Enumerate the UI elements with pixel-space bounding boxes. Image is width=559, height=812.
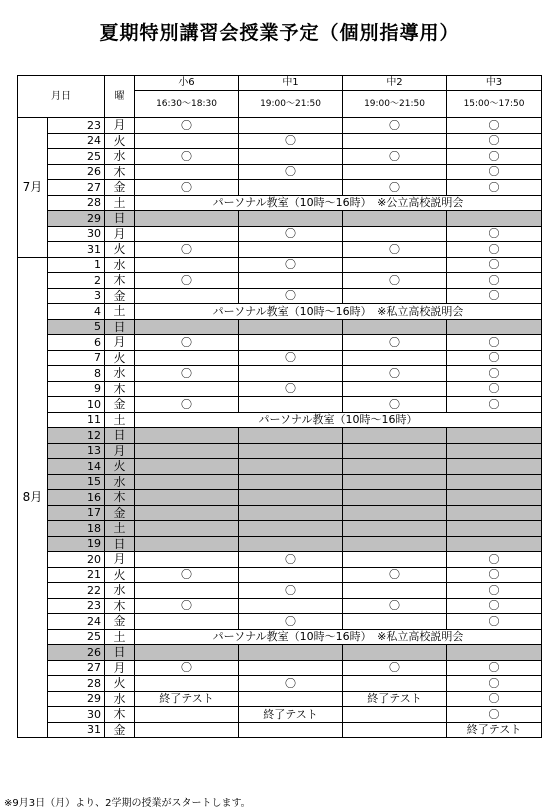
holiday-cell xyxy=(447,459,542,475)
table-row xyxy=(18,149,542,165)
holiday-cell xyxy=(135,459,239,475)
empty-cell xyxy=(239,149,343,165)
class-mark: 〇 xyxy=(239,257,343,273)
day-number: 8 xyxy=(48,366,105,382)
weekday: 木 xyxy=(105,273,135,289)
holiday-cell xyxy=(135,645,239,661)
weekday: 月 xyxy=(105,226,135,242)
holiday-cell xyxy=(343,211,447,227)
empty-cell xyxy=(239,598,343,614)
holiday-cell xyxy=(239,521,343,537)
holiday-cell xyxy=(447,474,542,490)
day-note: パーソナル教室（10時～16時） ※私立高校説明会 xyxy=(135,629,542,645)
table-row xyxy=(18,722,542,738)
empty-cell xyxy=(239,660,343,676)
holiday-cell xyxy=(239,474,343,490)
day-number: 21 xyxy=(48,567,105,583)
empty-cell xyxy=(135,381,239,397)
holiday-cell xyxy=(239,459,343,475)
table-row xyxy=(18,567,542,583)
class-mark: 〇 xyxy=(135,118,239,134)
class-mark: 〇 xyxy=(447,381,542,397)
weekday: 月 xyxy=(105,443,135,459)
class-mark: 〇 xyxy=(343,660,447,676)
holiday-cell xyxy=(343,505,447,521)
class-mark: 〇 xyxy=(447,676,542,692)
day-number: 2 xyxy=(48,273,105,289)
class-mark: 〇 xyxy=(447,707,542,723)
holiday-cell xyxy=(343,490,447,506)
holiday-cell xyxy=(343,428,447,444)
weekday: 金 xyxy=(105,180,135,196)
empty-cell xyxy=(239,273,343,289)
table-row xyxy=(18,288,542,304)
holiday-cell xyxy=(239,428,343,444)
weekday: 火 xyxy=(105,567,135,583)
footnote: ※9月3日（月）より、2学期の授業がスタートします。 xyxy=(4,798,251,809)
table-row xyxy=(18,257,542,273)
class-mark: 〇 xyxy=(447,118,542,134)
day-number: 19 xyxy=(48,536,105,552)
holiday-cell xyxy=(447,536,542,552)
empty-cell xyxy=(343,614,447,630)
empty-cell xyxy=(135,350,239,366)
test-mark: 終了テスト xyxy=(343,691,447,707)
class-mark: 〇 xyxy=(343,598,447,614)
holiday-cell xyxy=(343,536,447,552)
empty-cell xyxy=(135,257,239,273)
class-mark: 〇 xyxy=(343,242,447,258)
holiday-cell xyxy=(447,490,542,506)
test-mark: 終了テスト xyxy=(239,707,343,723)
class-mark: 〇 xyxy=(135,335,239,351)
holiday-cell xyxy=(447,645,542,661)
weekday: 金 xyxy=(105,288,135,304)
weekday: 木 xyxy=(105,707,135,723)
date-header: 月日 xyxy=(18,76,105,118)
weekday: 水 xyxy=(105,691,135,707)
empty-cell xyxy=(343,676,447,692)
day-number: 31 xyxy=(48,722,105,738)
empty-cell xyxy=(239,691,343,707)
day-number: 27 xyxy=(48,660,105,676)
day-note: パーソナル教室（10時～16時） ※私立高校説明会 xyxy=(135,304,542,320)
empty-cell xyxy=(343,350,447,366)
holiday-cell xyxy=(343,319,447,335)
empty-cell xyxy=(343,583,447,599)
holiday-cell xyxy=(135,490,239,506)
empty-cell xyxy=(239,335,343,351)
empty-cell xyxy=(343,707,447,723)
table-row xyxy=(18,521,542,537)
day-number: 30 xyxy=(48,707,105,723)
table-row xyxy=(18,412,542,428)
holiday-cell xyxy=(343,521,447,537)
empty-cell xyxy=(135,164,239,180)
table-row xyxy=(18,381,542,397)
class-mark: 〇 xyxy=(447,583,542,599)
table-row xyxy=(18,598,542,614)
day-number: 25 xyxy=(48,629,105,645)
grade-header: 小6 xyxy=(135,76,239,91)
class-mark: 〇 xyxy=(135,149,239,165)
class-mark: 〇 xyxy=(135,660,239,676)
weekday: 月 xyxy=(105,552,135,568)
empty-cell xyxy=(343,381,447,397)
class-mark: 〇 xyxy=(343,180,447,196)
empty-cell xyxy=(135,288,239,304)
empty-cell xyxy=(239,180,343,196)
weekday: 日 xyxy=(105,536,135,552)
weekday: 火 xyxy=(105,242,135,258)
weekday: 金 xyxy=(105,614,135,630)
class-mark: 〇 xyxy=(447,335,542,351)
empty-cell xyxy=(135,614,239,630)
class-mark: 〇 xyxy=(447,257,542,273)
table-row xyxy=(18,428,542,444)
holiday-cell xyxy=(447,319,542,335)
empty-cell xyxy=(135,133,239,149)
weekday: 日 xyxy=(105,211,135,227)
table-row xyxy=(18,490,542,506)
weekday: 火 xyxy=(105,676,135,692)
empty-cell xyxy=(135,226,239,242)
weekday: 土 xyxy=(105,629,135,645)
class-mark: 〇 xyxy=(447,164,542,180)
empty-cell xyxy=(135,707,239,723)
empty-cell xyxy=(343,226,447,242)
table-row xyxy=(18,273,542,289)
day-number: 3 xyxy=(48,288,105,304)
empty-cell xyxy=(135,583,239,599)
empty-cell xyxy=(343,288,447,304)
empty-cell xyxy=(343,257,447,273)
table-row xyxy=(18,676,542,692)
day-number: 20 xyxy=(48,552,105,568)
day-number: 17 xyxy=(48,505,105,521)
day-number: 5 xyxy=(48,319,105,335)
holiday-cell xyxy=(239,490,343,506)
day-number: 26 xyxy=(48,164,105,180)
empty-cell xyxy=(343,552,447,568)
holiday-cell xyxy=(447,443,542,459)
day-number: 31 xyxy=(48,242,105,258)
day-number: 24 xyxy=(48,614,105,630)
weekday: 木 xyxy=(105,164,135,180)
weekday: 金 xyxy=(105,722,135,738)
grade-header: 中2 xyxy=(343,76,447,91)
weekday: 木 xyxy=(105,381,135,397)
test-mark: 終了テスト xyxy=(447,722,542,738)
class-mark: 〇 xyxy=(447,226,542,242)
table-row xyxy=(18,133,542,149)
table-row xyxy=(18,164,542,180)
holiday-cell xyxy=(447,211,542,227)
table-row xyxy=(18,304,542,320)
weekday: 火 xyxy=(105,350,135,366)
day-number: 15 xyxy=(48,474,105,490)
weekday: 月 xyxy=(105,118,135,134)
weekday: 金 xyxy=(105,505,135,521)
class-mark: 〇 xyxy=(135,567,239,583)
class-mark: 〇 xyxy=(239,226,343,242)
class-mark: 〇 xyxy=(447,691,542,707)
holiday-cell xyxy=(343,645,447,661)
empty-cell xyxy=(239,397,343,413)
table-row xyxy=(18,195,542,211)
holiday-cell xyxy=(239,319,343,335)
class-mark: 〇 xyxy=(447,180,542,196)
empty-cell xyxy=(135,676,239,692)
time-header: 19:00～21:50 xyxy=(239,91,343,118)
table-row xyxy=(18,366,542,382)
test-mark: 終了テスト xyxy=(135,691,239,707)
weekday: 火 xyxy=(105,133,135,149)
empty-cell xyxy=(135,552,239,568)
weekday: 金 xyxy=(105,397,135,413)
class-mark: 〇 xyxy=(343,118,447,134)
table-row xyxy=(18,691,542,707)
class-mark: 〇 xyxy=(239,133,343,149)
table-row xyxy=(18,397,542,413)
weekday: 土 xyxy=(105,195,135,211)
day-number: 7 xyxy=(48,350,105,366)
page-title: 夏期特別講習会授業予定（個別指導用） xyxy=(99,22,460,44)
table-row xyxy=(18,211,542,227)
day-number: 29 xyxy=(48,691,105,707)
holiday-cell xyxy=(239,645,343,661)
time-header: 19:00～21:50 xyxy=(343,91,447,118)
class-mark: 〇 xyxy=(447,242,542,258)
holiday-cell xyxy=(135,474,239,490)
day-number: 28 xyxy=(48,195,105,211)
class-mark: 〇 xyxy=(135,397,239,413)
empty-cell xyxy=(135,722,239,738)
class-mark: 〇 xyxy=(447,614,542,630)
day-number: 28 xyxy=(48,676,105,692)
grade-header: 中3 xyxy=(447,76,542,91)
empty-cell xyxy=(343,164,447,180)
holiday-cell xyxy=(447,505,542,521)
table-row xyxy=(18,226,542,242)
time-header: 16:30～18:30 xyxy=(135,91,239,118)
empty-cell xyxy=(239,366,343,382)
weekday: 水 xyxy=(105,149,135,165)
holiday-cell xyxy=(239,211,343,227)
weekday: 木 xyxy=(105,598,135,614)
day-number: 25 xyxy=(48,149,105,165)
class-mark: 〇 xyxy=(239,350,343,366)
weekday: 日 xyxy=(105,319,135,335)
holiday-cell xyxy=(135,211,239,227)
holiday-cell xyxy=(447,521,542,537)
empty-cell xyxy=(239,118,343,134)
holiday-cell xyxy=(239,443,343,459)
class-mark: 〇 xyxy=(239,583,343,599)
table-row xyxy=(18,583,542,599)
weekday: 水 xyxy=(105,366,135,382)
weekday: 日 xyxy=(105,428,135,444)
class-mark: 〇 xyxy=(343,149,447,165)
class-mark: 〇 xyxy=(447,397,542,413)
class-mark: 〇 xyxy=(239,288,343,304)
holiday-cell xyxy=(343,443,447,459)
class-mark: 〇 xyxy=(447,350,542,366)
holiday-cell xyxy=(135,428,239,444)
day-number: 30 xyxy=(48,226,105,242)
table-row xyxy=(18,118,542,134)
weekday: 月 xyxy=(105,660,135,676)
header-row-grades xyxy=(18,76,542,91)
table-row xyxy=(18,474,542,490)
holiday-cell xyxy=(447,428,542,444)
class-mark: 〇 xyxy=(135,366,239,382)
day-number: 26 xyxy=(48,645,105,661)
class-mark: 〇 xyxy=(447,149,542,165)
table-row xyxy=(18,180,542,196)
empty-cell xyxy=(343,722,447,738)
table-row xyxy=(18,552,542,568)
class-mark: 〇 xyxy=(135,598,239,614)
class-mark: 〇 xyxy=(343,335,447,351)
schedule-table xyxy=(17,75,542,738)
day-number: 13 xyxy=(48,443,105,459)
table-row xyxy=(18,319,542,335)
day-number: 29 xyxy=(48,211,105,227)
holiday-cell xyxy=(239,536,343,552)
class-mark: 〇 xyxy=(447,366,542,382)
weekday: 月 xyxy=(105,335,135,351)
day-note: パーソナル教室（10時～16時） ※公立高校説明会 xyxy=(135,195,542,211)
day-number: 14 xyxy=(48,459,105,475)
table-row xyxy=(18,242,542,258)
class-mark: 〇 xyxy=(343,567,447,583)
day-number: 4 xyxy=(48,304,105,320)
weekday: 水 xyxy=(105,583,135,599)
day-number: 10 xyxy=(48,397,105,413)
day-number: 1 xyxy=(48,257,105,273)
month-label: 8月 xyxy=(18,257,48,738)
weekday: 土 xyxy=(105,304,135,320)
day-note: パーソナル教室（10時～16時） xyxy=(135,412,542,428)
day-number: 24 xyxy=(48,133,105,149)
holiday-cell xyxy=(239,505,343,521)
empty-cell xyxy=(239,567,343,583)
table-row xyxy=(18,459,542,475)
holiday-cell xyxy=(343,474,447,490)
class-mark: 〇 xyxy=(239,552,343,568)
holiday-cell xyxy=(135,443,239,459)
weekday: 火 xyxy=(105,459,135,475)
table-row xyxy=(18,645,542,661)
day-number: 6 xyxy=(48,335,105,351)
weekday: 木 xyxy=(105,490,135,506)
table-row xyxy=(18,614,542,630)
day-number: 23 xyxy=(48,118,105,134)
weekday: 土 xyxy=(105,521,135,537)
day-number: 12 xyxy=(48,428,105,444)
class-mark: 〇 xyxy=(447,133,542,149)
weekday: 日 xyxy=(105,645,135,661)
day-number: 18 xyxy=(48,521,105,537)
day-number: 11 xyxy=(48,412,105,428)
class-mark: 〇 xyxy=(343,273,447,289)
class-mark: 〇 xyxy=(447,660,542,676)
time-header: 15:00～17:50 xyxy=(447,91,542,118)
class-mark: 〇 xyxy=(135,273,239,289)
class-mark: 〇 xyxy=(447,288,542,304)
class-mark: 〇 xyxy=(239,614,343,630)
class-mark: 〇 xyxy=(343,397,447,413)
class-mark: 〇 xyxy=(447,598,542,614)
table-row xyxy=(18,505,542,521)
table-row xyxy=(18,443,542,459)
empty-cell xyxy=(239,242,343,258)
weekday: 水 xyxy=(105,257,135,273)
empty-cell xyxy=(343,133,447,149)
grade-header: 中1 xyxy=(239,76,343,91)
class-mark: 〇 xyxy=(343,366,447,382)
class-mark: 〇 xyxy=(447,273,542,289)
class-mark: 〇 xyxy=(135,242,239,258)
day-number: 27 xyxy=(48,180,105,196)
weekday: 水 xyxy=(105,474,135,490)
holiday-cell xyxy=(135,505,239,521)
class-mark: 〇 xyxy=(239,164,343,180)
holiday-cell xyxy=(135,536,239,552)
class-mark: 〇 xyxy=(239,381,343,397)
day-number: 22 xyxy=(48,583,105,599)
empty-cell xyxy=(239,722,343,738)
month-label: 7月 xyxy=(18,118,48,258)
holiday-cell xyxy=(135,319,239,335)
table-row xyxy=(18,536,542,552)
table-row xyxy=(18,350,542,366)
class-mark: 〇 xyxy=(135,180,239,196)
table-row xyxy=(18,660,542,676)
class-mark: 〇 xyxy=(239,676,343,692)
table-row xyxy=(18,629,542,645)
day-number: 23 xyxy=(48,598,105,614)
class-mark: 〇 xyxy=(447,552,542,568)
table-row xyxy=(18,335,542,351)
holiday-cell xyxy=(343,459,447,475)
class-mark: 〇 xyxy=(447,567,542,583)
day-number: 16 xyxy=(48,490,105,506)
table-row xyxy=(18,707,542,723)
day-number: 9 xyxy=(48,381,105,397)
weekday-header: 曜 xyxy=(105,76,135,118)
holiday-cell xyxy=(135,521,239,537)
weekday: 土 xyxy=(105,412,135,428)
